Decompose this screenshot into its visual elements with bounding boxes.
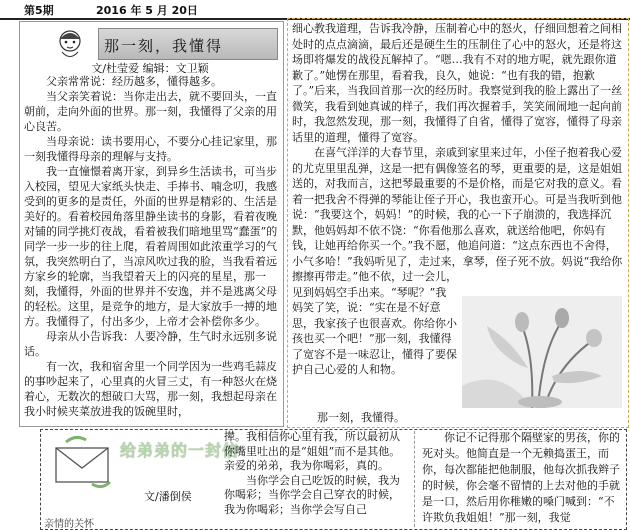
paragraph: 有一次，我和宿舍里一个同学因为一些鸡毛蒜皮的事吵起来了，心里真的火冒三丈，有一种怒火在烧着心，无数次的想破口大骂，那一刻，我想起母亲在我小时候夹菜放进我的饭碗里时，: [24, 360, 277, 418]
paragraph: 在喜气洋洋的大春节里，亲戚到家里来过年，小侄子抱着我心爱的尤克里里乱弹，这是一把有偶像签名的琴，更重要的是，这是姐姐送的，对我而言，这把琴最重要的不是价格，而是它对我的意义。看着一把我舍不得弹的琴能让侄子开心，我也蛮开心。可是当我听到他说：“我要这个，妈妈！”的时候，我的心一下子崩溃的，我选择沉默，他妈妈却不依不饶：“你看他那么喜欢，就送给他吧，你妈有钱，让她再给你买一个。”我不愿，他追问道：“这点东西也不舍得，小气多哈！”我妈听见了，走过来，拿琴，侄子死不放。妈说“我给你擦擦再带走。”他不依，过一会儿，: [292, 146, 623, 283]
article-closing: 那一刻，我懂得。: [317, 411, 405, 424]
column-divider: [414, 431, 415, 527]
letter-column-middle: [224, 430, 410, 517]
letter-column-right: [422, 430, 622, 526]
article-byline: 文/杜莹爱 编辑：文卫颖: [91, 62, 209, 75]
paragraph: 当母亲说：读书要用心，不要分心挂记家里，那一刻我懂得母亲的理解与支持。: [24, 135, 277, 163]
envelope-icon: [52, 434, 114, 494]
article-left-text: [24, 74, 279, 419]
issue-date: 2016 年 5 月 20日: [96, 4, 198, 17]
paragraph: 见到妈妈空手出来。“琴呢？”我妈笑了笑，说：“实在是不好意思，我家孩子也很喜欢。你给你小孩也买一个吧！”那一刻，我懂得了宽容不是一味忍让，懂得了要保护自己心爱的人和物。: [292, 285, 457, 376]
article-title: 那一刻，我懂得: [104, 37, 224, 55]
letter-author: 文/潘倒侯: [144, 490, 192, 503]
paragraph: 当父亲笑着说：当你走出去，就不要回头，一直朝前，走向外面的世界。那一刻，我懂得了父亲的用心良苦。: [24, 90, 277, 133]
paragraph: 我一直憧憬着离开家，到异乡生活读书，可当步入校园，望见大家纸头快走、手捧书、喃念叨，我感受到的更多的是责任，外面的世界是精彩的、生活是美好的。看着校园角落里静坐读书的身影，看着夜晚对铺的同学挑灯夜战，看着被我们暗地里骂“蠢蛋”的同学一步一步的往上爬，看着周围如此浓重学习的气氛，我突然明白了，当凉风吹过我的脸，当我看着远方家乡的轮廓，当我望着天上的闪亮的星星，那一刻，我懂得，外面的世界并不安逸，并不是逃离父母的轻松。这里，是竞争的地方，是大家放手一搏的地方。我懂得了，付出多少，上帝才会补偿你多少。: [24, 165, 278, 328]
letter-title: 给弟弟的一封信: [120, 441, 240, 460]
paragraph: 父亲常常说：经历越多，懂得越多。: [46, 75, 222, 88]
letter-tag: 亲情的关怀: [44, 519, 94, 530]
paragraph: 撵。我相信你心里有我，所以最初从你嘴里吐出的是“姐姐”而不是其他。亲爱的弟弟，我为你喝彩，真的。: [224, 430, 401, 472]
paragraph: 细心教我道理，告诉我冷静，压制着心中的怒火，仔细回想着之间相处时的点点滴滴，最后还是硬生生的压制住了心中的怒火，还是将这场即将爆发的战役瓦解掉了。“嗯…我有不对的地方呢，就先跟你道歉了。”她愣在那里，看着我，良久，她说：“也有我的错，抱歉了。”后来，当我回首那一次的经历时。我察觉到我的脸上露出了一丝微笑，我看到她真诚的样子，我们再次握着手，笑笑闹闹地一起向前时，我忽然发现，那一刻，我懂得了自省，懂得了宽容，懂得了母亲话里的道理，懂得了宽容。: [292, 22, 623, 144]
issue-number: 第5期: [24, 4, 54, 17]
page-header: [0, 0, 630, 20]
child-drawing-icon: [50, 25, 92, 63]
paragraph: 母亲从小告诉我：人要冷静，生气时永远别多说话。: [24, 330, 277, 358]
flower-photo: [462, 296, 622, 408]
paragraph: 当你学会自己吃饭的时候，我为你喝彩；当你学会自己穿衣的时候，我为你喝彩；当你学会写自己: [224, 473, 400, 516]
paragraph: 你记不记得那个隔壁家的男孩，你的死对头。他简直是一个无赖捣蛋王，而你，每次都能把他制服，他每次抓我辫子的时候，你会毫不留情的上去对他的手就是一口，然后用你稚嫩的嗓门喊到：“不许欺负我姐姐！”那一刻，我觉: [422, 431, 620, 524]
